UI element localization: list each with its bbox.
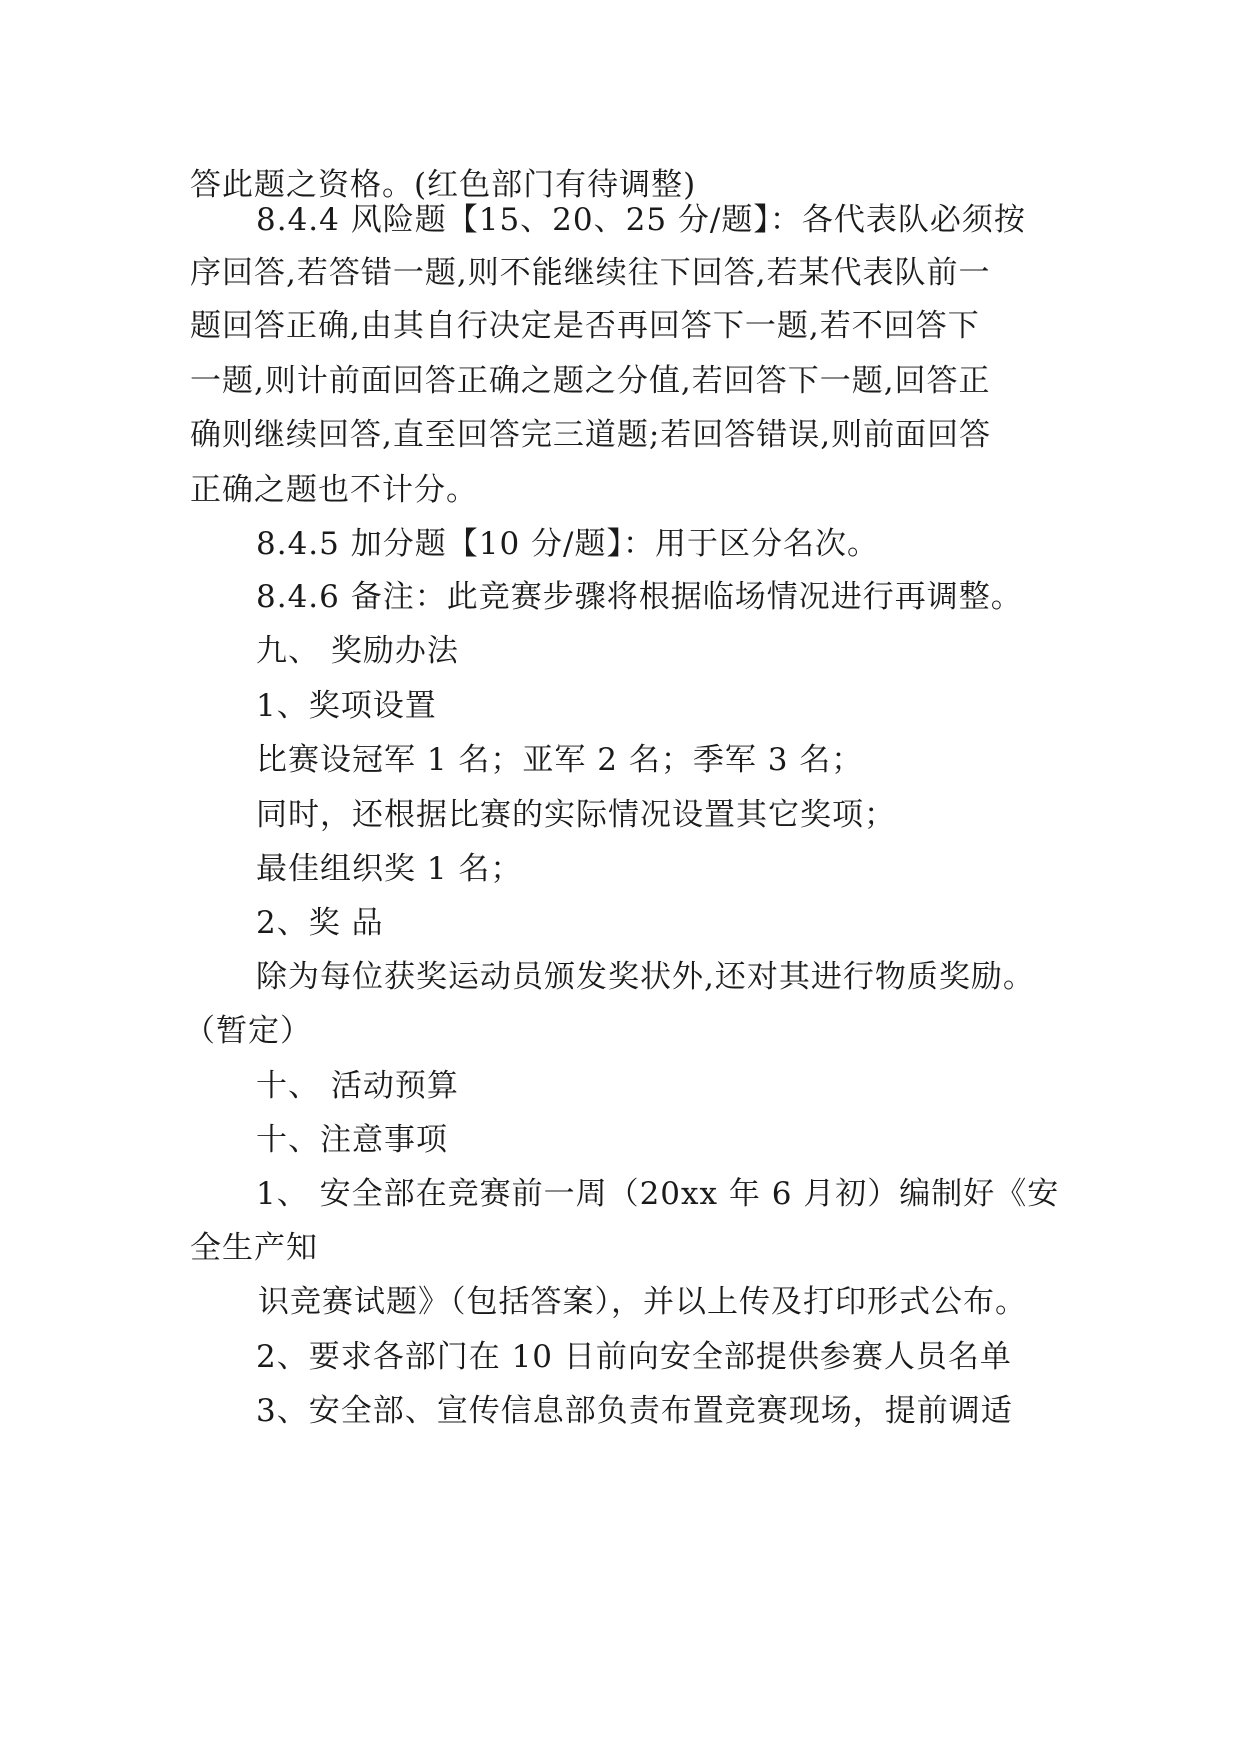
text-line: 1、 安全部在竞赛前一周（20xx 年 6 月初）编制好《安 [256, 1176, 1060, 1212]
section-heading: 十、 活动预算 [256, 1068, 459, 1104]
text-line: 比赛设冠军 1 名；亚军 2 名；季军 3 名； [256, 742, 864, 778]
text-line: 除为每位获奖运动员颁发奖状外,还对其进行物质奖励。 [256, 959, 1035, 995]
text-line: 8.4.4 风险题【15、20、25 分/题】：各代表队必须按 [256, 202, 1026, 238]
section-heading: 九、 奖励办法 [256, 633, 459, 669]
text-line: 3、安全部、宣传信息部负责布置竞赛现场，提前调适 [256, 1393, 1013, 1429]
text-line: （暂定） [184, 1013, 312, 1049]
text-line: 一题,则计前面回答正确之题之分值,若回答下一题,回答正 [190, 363, 991, 399]
section-heading: 十、注意事项 [256, 1122, 448, 1158]
text-line: 确则继续回答,直至回答完三道题;若回答错误,则前面回答 [190, 417, 992, 453]
text-line: 序回答,若答错一题,则不能继续往下回答,若某代表队前一 [190, 255, 991, 291]
text-line: 正确之题也不计分。 [190, 472, 478, 508]
text-line: 8.4.5 加分题【10 分/题】：用于区分名次。 [256, 526, 879, 562]
text-line: 8.4.6 备注：此竞赛步骤将根据临场情况进行再调整。 [256, 579, 1023, 615]
text-line: 2、要求各部门在 10 日前向安全部提供参赛人员名单 [256, 1339, 1012, 1375]
text-line: 识竞赛试题》（包括答案），并以上传及打印形式公布。 [258, 1284, 1027, 1320]
text-line: 同时，还根据比赛的实际情况设置其它奖项； [256, 797, 896, 833]
text-line: 1、奖项设置 [256, 688, 437, 724]
text-line: 答此题之资格。(红色部门有待调整) [190, 167, 697, 203]
text-line: 全生产知 [190, 1230, 318, 1266]
text-line: 最佳组织奖 1 名； [256, 851, 523, 887]
text-line: 题回答正确,由其自行决定是否再回答下一题,若不回答下 [190, 308, 980, 344]
text-line: 2、奖 品 [256, 905, 384, 941]
